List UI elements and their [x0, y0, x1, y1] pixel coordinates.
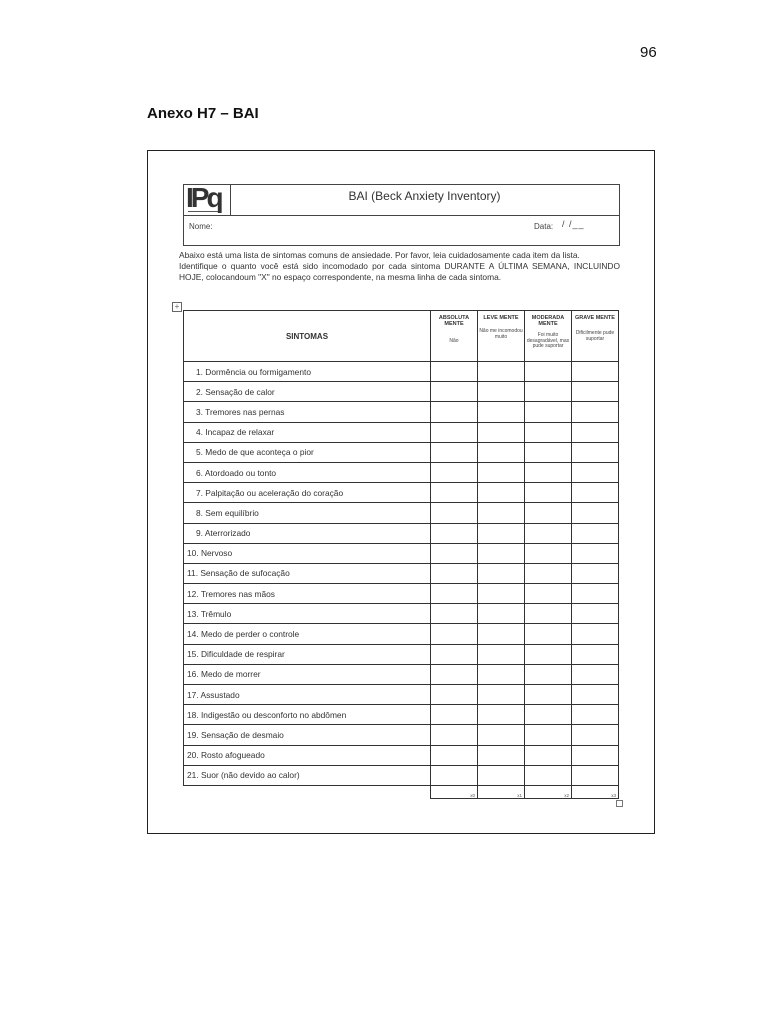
answer-cell[interactable] — [525, 563, 572, 583]
answer-cell[interactable] — [572, 543, 619, 563]
answer-cell[interactable] — [525, 382, 572, 402]
answer-cell[interactable] — [478, 664, 525, 684]
answer-cell[interactable] — [572, 483, 619, 503]
symptom-row — [184, 523, 619, 543]
symptom-row — [184, 624, 619, 644]
logo-underline — [188, 211, 218, 212]
symptom-row — [184, 685, 619, 705]
answer-cell[interactable] — [478, 462, 525, 482]
answer-cell[interactable] — [431, 664, 478, 684]
symptom-column-header: SINTOMAS — [184, 311, 431, 362]
column-description: Não me incomodou muito — [479, 328, 523, 340]
answer-cell[interactable] — [572, 765, 619, 785]
answer-cell[interactable] — [431, 422, 478, 442]
answer-cell[interactable] — [525, 503, 572, 523]
column-label: GRAVE MENTE — [575, 315, 615, 321]
symptom-row — [184, 382, 619, 402]
answer-cell[interactable] — [478, 624, 525, 644]
answer-cell[interactable] — [525, 422, 572, 442]
answer-cell[interactable] — [478, 543, 525, 563]
answer-cell[interactable] — [525, 402, 572, 422]
answer-cell[interactable] — [431, 483, 478, 503]
page-number: 96 — [640, 44, 657, 61]
symptom-label: 2. Sensação de calor — [184, 382, 431, 402]
answer-cell[interactable] — [478, 402, 525, 422]
column-description: Foi muito desagradável, mas pude suportar — [526, 332, 570, 349]
answer-cell[interactable] — [431, 402, 478, 422]
symptom-label: 12. Tremores nas mãos — [184, 584, 431, 604]
answer-cell[interactable] — [478, 725, 525, 745]
answer-cell[interactable] — [478, 584, 525, 604]
answer-cell[interactable] — [572, 402, 619, 422]
answer-cell[interactable] — [478, 765, 525, 785]
date-format: / /__ — [562, 219, 585, 229]
symptom-row — [184, 483, 619, 503]
symptom-label: 6. Atordoado ou tonto — [184, 462, 431, 482]
symptom-label: 10. Nervoso — [184, 543, 431, 563]
symptom-label: 3. Tremores nas pernas — [184, 402, 431, 422]
symptom-row — [184, 402, 619, 422]
answer-cell[interactable] — [525, 442, 572, 462]
table-resize-handle-icon[interactable] — [616, 800, 623, 807]
answer-cell[interactable] — [478, 442, 525, 462]
symptom-row — [184, 705, 619, 725]
answer-cell[interactable] — [525, 664, 572, 684]
answer-cell[interactable] — [478, 523, 525, 543]
score-cell: x3 — [572, 785, 619, 798]
symptom-label: 19. Sensação de desmaio — [184, 725, 431, 745]
answer-cell[interactable] — [572, 503, 619, 523]
answer-cell[interactable] — [525, 705, 572, 725]
answer-cell[interactable] — [478, 503, 525, 523]
answer-cell[interactable] — [431, 503, 478, 523]
symptom-row — [184, 745, 619, 765]
symptom-label: 11. Sensação de sufocação — [184, 563, 431, 583]
symptom-label: 7. Palpitação ou aceleração do coração — [184, 483, 431, 503]
symptom-label: 15. Dificuldade de respirar — [184, 644, 431, 664]
score-row-spacer — [184, 785, 431, 798]
table-header-row — [184, 311, 619, 362]
instructions — [179, 250, 620, 283]
symptom-label: 5. Medo de que aconteça o pior — [184, 442, 431, 462]
answer-cell[interactable] — [525, 462, 572, 482]
answer-cell[interactable] — [525, 584, 572, 604]
column-header-levemente — [478, 311, 525, 362]
answer-cell[interactable] — [431, 523, 478, 543]
symptom-row — [184, 765, 619, 785]
answer-cell[interactable] — [525, 483, 572, 503]
answer-cell[interactable] — [525, 644, 572, 664]
answer-cell[interactable] — [431, 604, 478, 624]
answer-cell[interactable] — [572, 523, 619, 543]
symptom-label: 8. Sem equilíbrio — [184, 503, 431, 523]
annex-title: Anexo H7 – BAI — [147, 105, 259, 122]
symptom-row — [184, 725, 619, 745]
answer-cell[interactable] — [431, 442, 478, 462]
symptom-row — [184, 442, 619, 462]
answer-cell[interactable] — [431, 644, 478, 664]
symptom-row — [184, 362, 619, 382]
symptom-row — [184, 422, 619, 442]
answer-cell[interactable] — [572, 664, 619, 684]
answer-cell[interactable] — [525, 745, 572, 765]
answer-cell[interactable] — [525, 543, 572, 563]
symptom-label: 16. Medo de morrer — [184, 664, 431, 684]
column-label: LEVE MENTE — [483, 315, 519, 321]
answer-cell[interactable] — [431, 765, 478, 785]
answer-cell[interactable] — [572, 705, 619, 725]
symptom-label: 18. Indigestão ou desconforto no abdômen — [184, 705, 431, 725]
answer-cell[interactable] — [431, 745, 478, 765]
answer-cell[interactable] — [431, 624, 478, 644]
symptom-label: 17. Assustado — [184, 685, 431, 705]
answer-cell[interactable] — [525, 685, 572, 705]
symptom-row — [184, 543, 619, 563]
score-cell: x0 — [431, 785, 478, 798]
answer-cell[interactable] — [572, 644, 619, 664]
name-date-row — [184, 215, 619, 245]
ipq-logo — [184, 182, 231, 215]
symptom-row — [184, 563, 619, 583]
symptom-label: 9. Aterrorizado — [184, 523, 431, 543]
answer-cell[interactable] — [478, 604, 525, 624]
answer-cell[interactable] — [572, 604, 619, 624]
column-header-absolutamente — [431, 311, 478, 362]
score-row — [184, 785, 619, 798]
answer-cell[interactable] — [572, 362, 619, 382]
symptom-label: 20. Rosto afogueado — [184, 745, 431, 765]
symptom-row — [184, 644, 619, 664]
ipq-logo-text: IPq — [186, 182, 221, 213]
column-header-gravemente — [572, 311, 619, 362]
answer-cell[interactable] — [525, 604, 572, 624]
column-description: Dificilmente pude suportar — [575, 330, 615, 342]
answer-cell[interactable] — [572, 382, 619, 402]
symptom-label: 1. Dormência ou formigamento — [184, 362, 431, 382]
symptom-label: 21. Suor (não devido ao calor) — [184, 765, 431, 785]
answer-cell[interactable] — [525, 362, 572, 382]
bai-symptom-table — [183, 310, 619, 799]
instructions-paragraph-1: Abaixo está uma lista de sintomas comuns de ansiedade. Por favor, leia cuidadosamente cada item da lista. — [179, 250, 580, 260]
answer-cell[interactable] — [431, 685, 478, 705]
symptom-row — [184, 462, 619, 482]
form-header — [183, 184, 620, 246]
answer-cell[interactable] — [478, 685, 525, 705]
answer-cell[interactable] — [572, 563, 619, 583]
answer-cell[interactable] — [431, 563, 478, 583]
answer-cell[interactable] — [572, 422, 619, 442]
answer-cell[interactable] — [478, 705, 525, 725]
answer-cell[interactable] — [431, 725, 478, 745]
symptom-label: 14. Medo de perder o controle — [184, 624, 431, 644]
score-cell: x2 — [525, 785, 572, 798]
answer-cell[interactable] — [525, 765, 572, 785]
answer-cell[interactable] — [525, 523, 572, 543]
column-description: Não — [449, 338, 459, 344]
answer-cell[interactable] — [431, 584, 478, 604]
answer-cell[interactable] — [431, 362, 478, 382]
answer-cell[interactable] — [431, 543, 478, 563]
answer-cell[interactable] — [572, 584, 619, 604]
answer-cell[interactable] — [572, 624, 619, 644]
answer-cell[interactable] — [478, 563, 525, 583]
answer-cell[interactable] — [478, 422, 525, 442]
answer-cell[interactable] — [431, 462, 478, 482]
column-label: MODERADA MENTE — [531, 315, 565, 327]
answer-cell[interactable] — [572, 685, 619, 705]
answer-cell[interactable] — [478, 644, 525, 664]
answer-cell[interactable] — [478, 745, 525, 765]
answer-cell[interactable] — [572, 725, 619, 745]
symptom-row — [184, 503, 619, 523]
symptom-row — [184, 664, 619, 684]
form-title-cell — [230, 185, 619, 215]
symptom-row — [184, 584, 619, 604]
answer-cell[interactable] — [572, 442, 619, 462]
table-move-handle-icon[interactable]: + — [172, 302, 182, 312]
column-label: ABSOLUTA MENTE — [438, 315, 470, 327]
score-cell: x1 — [478, 785, 525, 798]
answer-cell[interactable] — [572, 462, 619, 482]
answer-cell[interactable] — [478, 483, 525, 503]
answer-cell[interactable] — [478, 362, 525, 382]
form-title: BAI (Beck Anxiety Inventory) — [348, 189, 501, 203]
date-label: Data: — [534, 222, 554, 231]
symptom-label: 4. Incapaz de relaxar — [184, 422, 431, 442]
symptom-label: 13. Trêmulo — [184, 604, 431, 624]
answer-cell[interactable] — [431, 705, 478, 725]
symptom-row — [184, 604, 619, 624]
answer-cell[interactable] — [525, 725, 572, 745]
answer-cell[interactable] — [525, 624, 572, 644]
name-label: Nome: — [189, 222, 213, 231]
column-header-moderadamente — [525, 311, 572, 362]
answer-cell[interactable] — [431, 382, 478, 402]
answer-cell[interactable] — [478, 382, 525, 402]
instructions-paragraph-2: Identifique o quanto você está sido incomodado por cada sintoma DURANTE A ÚLTIMA SEMANA, INCLUINDO HOJE, colocandoum "X" no espaço correspondente, na mesma linha de cada sintoma. — [179, 261, 620, 282]
answer-cell[interactable] — [572, 745, 619, 765]
